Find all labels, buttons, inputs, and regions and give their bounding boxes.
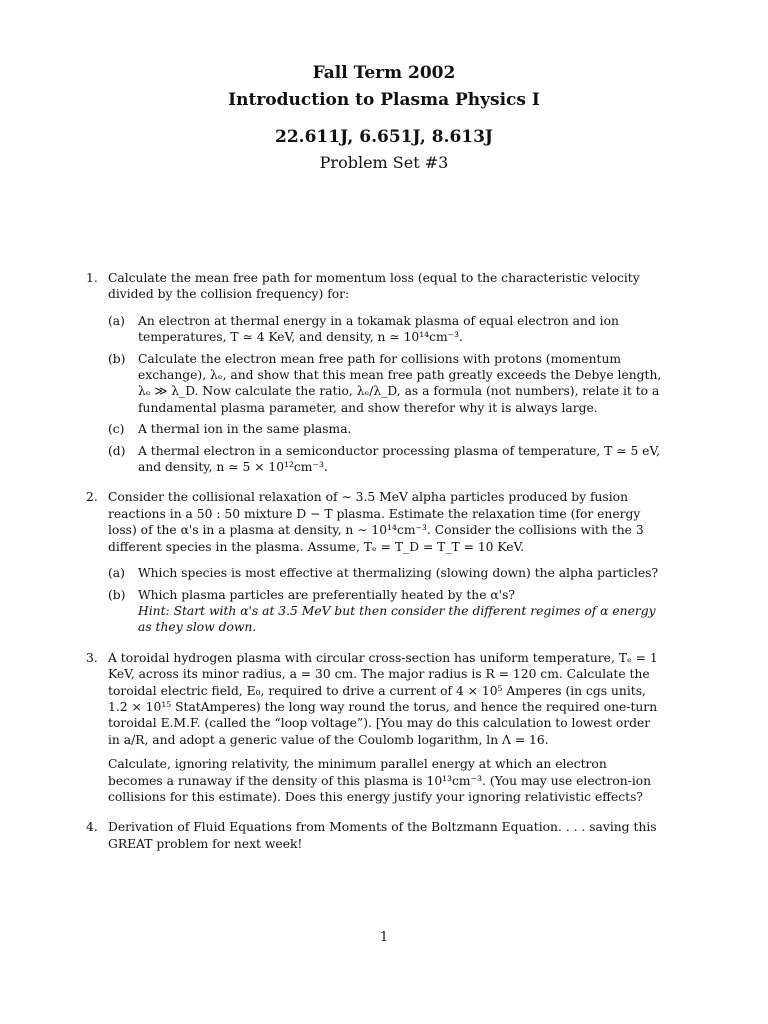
sub-question-label: (a)	[108, 566, 125, 581]
sub-question-label: (a)	[108, 313, 125, 328]
sub-question-text: A thermal ion in the same plasma.	[138, 422, 352, 437]
sub-question-2a	[108, 565, 664, 581]
problem-4	[86, 819, 664, 852]
sub-question-list	[108, 313, 664, 476]
sub-question-list	[108, 565, 664, 636]
sub-question-text: Which species is most effective at thermalizing (slowing down) the alpha particles?	[138, 566, 659, 581]
problem-number: 3.	[86, 650, 98, 665]
hint-text: Hint: Start with α's at 3.5 MeV but then consider the different regimes of α energy as they slow down.	[138, 603, 656, 635]
problem-1	[86, 270, 664, 475]
problem-number: 4.	[86, 820, 98, 835]
problem-number: 1.	[86, 271, 98, 285]
sub-question-text: Calculate the electron mean free path for collisions with protons (momentum exchange), λₑ, and show that this mean free path greatly exceeds the Debye length, λₑ ≫ λ_D. Now calculate the ratio, λₑ/λ_D, as a formula (not numbers), relate it to a fundamental plasma parameter, and show therefor why it is always large.	[138, 351, 662, 415]
sub-question-text: An electron at thermal energy in a tokamak plasma of equal electron and ion temperatures, T ≃ 4 KeV, and density, n ≃ 10¹⁴cm⁻³.	[138, 313, 619, 345]
problem-text: Consider the collisional relaxation of ∼ 3.5 MeV alpha particles produced by fusion reactions in a 50 : 50 mixture D − T plasma. Estimate the relaxation time (for energy loss) of the α's in a plasma at density, n ∼ 10¹⁴cm⁻³. Consider the collisions with the 3 different species in the plasma. Assume, Tₑ = T_D = T_T = 10 KeV.	[108, 490, 644, 554]
sub-question-2b	[108, 587, 664, 636]
sub-question-label: (d)	[108, 443, 126, 458]
sub-question-label: (b)	[108, 351, 126, 366]
problem-text: Calculate the mean free path for momentum loss (equal to the characteristic velocity divided by the collision frequency) for:	[108, 271, 640, 302]
sub-question-label: (c)	[108, 422, 125, 437]
problem-3	[86, 650, 664, 806]
sub-question-text: Which plasma particles are preferentially heated by the α's?	[138, 587, 515, 602]
problem-set-title: Problem Set #3	[319, 153, 449, 172]
sub-question-text: A thermal electron in a semiconductor processing plasma of temperature, T ≃ 5 eV, and density, n ≃ 5 × 10¹²cm⁻³.	[138, 443, 661, 475]
sub-question-1d	[108, 443, 664, 476]
problem-2	[86, 489, 664, 635]
problem-text: Derivation of Fluid Equations from Moments of the Boltzmann Equation. . . . saving this GREAT problem for next week!	[108, 820, 657, 851]
problem-number: 2.	[86, 490, 98, 505]
page-number: 1	[379, 930, 389, 945]
term-title: Fall Term 2002	[312, 63, 456, 83]
sub-question-1a	[108, 313, 664, 346]
sub-question-1b	[108, 351, 664, 417]
course-numbers: 22.611J, 6.651J, 8.613J	[275, 127, 493, 147]
course-title: Introduction to Plasma Physics I	[228, 90, 540, 110]
sub-question-1c	[108, 421, 664, 437]
sub-question-label: (b)	[108, 587, 126, 602]
problem-text: A toroidal hydrogen plasma with circular cross-section has uniform temperature, Tₑ = 1 KeV, across its minor radius, a = 30 cm. The major radius is R = 120 cm. Calculate the toroidal electric field, E₀, required to drive a current of 4 × 10⁵ Amperes (in cgs units, 1.2 × 10¹⁵ StatAmperes) the long way round the torus, and hence the required one-turn toroidal E.M.F. (called the “loop voltage”). [You may do this calculation to lowest order in a/R, and adopt a generic value of the Coulomb logarithm, ln Λ = 16.	[108, 650, 658, 747]
problem-text-continued: Calculate, ignoring relativity, the minimum parallel energy at which an electron becomes a runaway if the density of this plasma is 10¹³cm⁻³. (You may use electron-ion collisions for this estimate). Does this energy justify your ignoring relativistic effects?	[108, 757, 652, 804]
problem-list	[86, 270, 664, 866]
